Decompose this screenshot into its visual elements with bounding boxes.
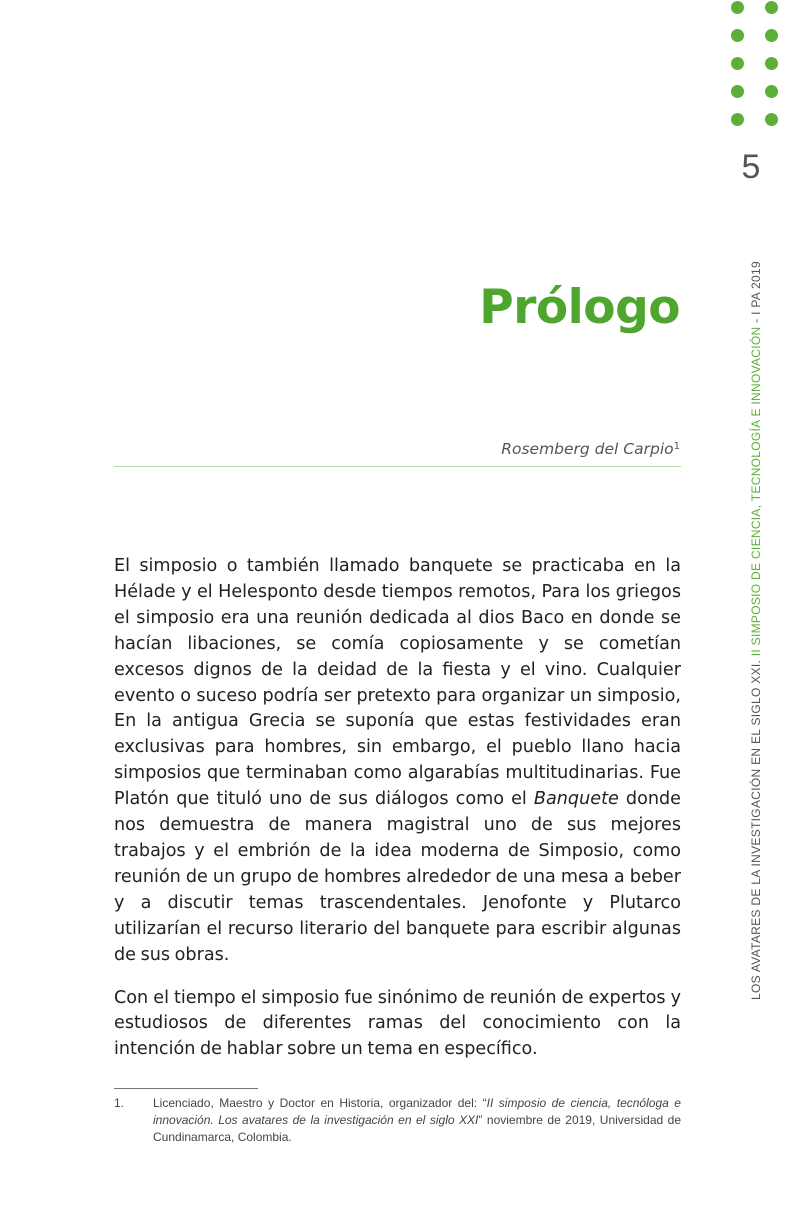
dot-icon xyxy=(765,29,778,42)
paragraph: Con el tiempo el simposio fue sinónimo de reunión de expertos y estudiosos de diferentes ramas del conocimiento con la intención de hablar sobre un tema en específico. xyxy=(114,987,681,1060)
paragraph: El simposio o también llamado banquete se practicaba en la Hélade y el Helesponto desde tiempos remotos, Para los griegos el simposio era una reunión dedicada al dios Baco en donde se hacían libaciones, se comía copiosamente y se cometían excesos dignos de la deidad de la fiesta y el vino. Cualquier evento o suceso podría ser pretexto para organizar un simposio, En la antigua Grecia se suponía que estas festividades eran exclusivas para hombres, sin embargo, el pueblo llano hacia simposios que terminaban como algarabías multitudinarias. Fue Platón que tituló uno de sus diálogos como el Banquete donde nos demuestra de manera magistral uno de sus mejores trabajos y el embrión de la idea moderna de Simposio, como reunión de un grupo de hombres alrededor de una mesa a beber y a discutir temas trascendentales. Jenofonte y Plutarco utilizarían el recurso literario del banquete para escribir algunas de sus obras. xyxy=(114,556,681,965)
body-text xyxy=(114,554,681,1080)
footnote-number: 1. xyxy=(114,1096,125,1110)
chapter-title: Prólogo xyxy=(479,280,680,335)
footnote-reference[interactable]: 1 xyxy=(673,441,680,452)
footnote-text: Licenciado, Maestro y Doctor en Historia, organizador del: “II simposio de ciencia, tecnóloga e innovación. Los avatares de la investigación en el siglo XXI” noviembre de 2019, Universidad de Cundinamarca, Colombia. xyxy=(153,1096,682,1144)
dot-icon xyxy=(731,1,744,14)
book-title-italic: Banquete xyxy=(533,789,619,810)
author-line xyxy=(501,440,680,458)
side-caption-part1: LOS AVATARES DE LA INVESTIGACIÓN EN EL SIGLO XXI. xyxy=(749,659,763,1000)
dot-icon xyxy=(731,57,744,70)
dot-icon xyxy=(731,29,744,42)
dot-icon xyxy=(731,113,744,126)
author-name: Rosemberg del Carpio xyxy=(501,440,674,458)
dot-icon xyxy=(731,85,744,98)
dot-icon xyxy=(765,85,778,98)
page-number: 5 xyxy=(741,148,761,186)
side-caption-part3: - I PA 2019 xyxy=(749,261,763,323)
footnote xyxy=(114,1095,681,1146)
running-header-vertical xyxy=(748,261,764,1000)
dot-icon xyxy=(765,57,778,70)
title-divider xyxy=(114,466,681,467)
decorative-dot-grid xyxy=(728,0,784,130)
footnote-divider xyxy=(114,1088,258,1089)
side-caption-part2: II SIMPOSIO DE CIENCIA, TECNOLOGÍA E INNOVACIÓN xyxy=(749,326,763,657)
dot-icon xyxy=(765,1,778,14)
dot-icon xyxy=(765,113,778,126)
